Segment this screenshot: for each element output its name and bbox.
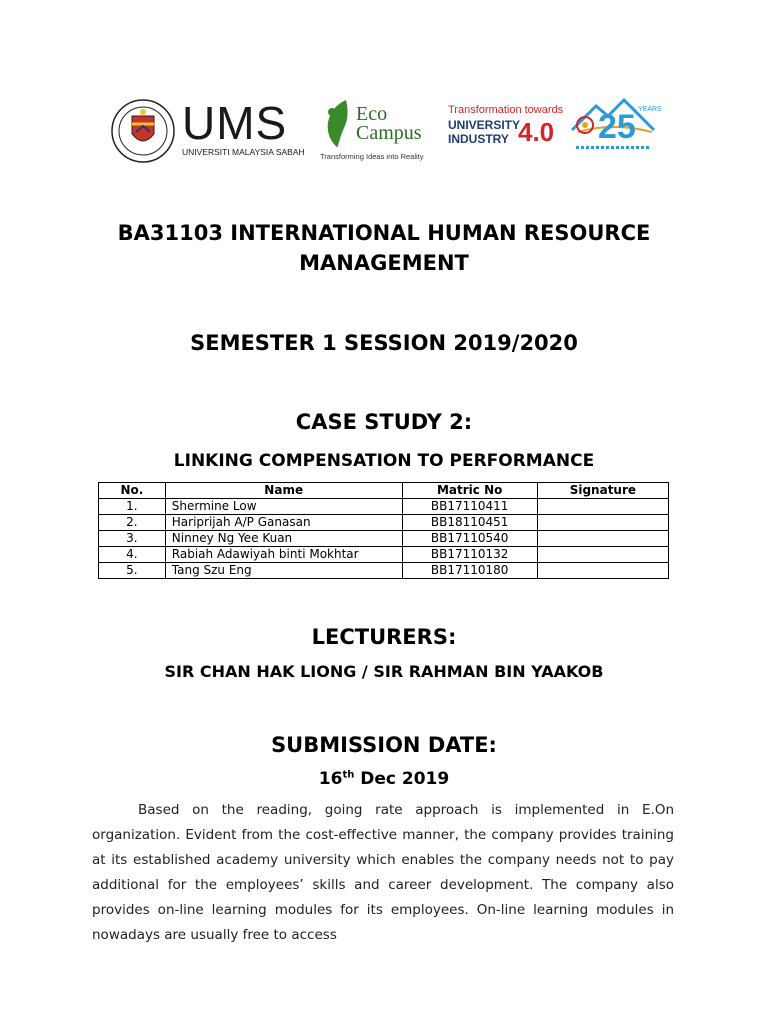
- submission-day-suffix: th: [342, 769, 355, 781]
- eco-campus-tagline: Transforming Ideas into Reality: [320, 152, 424, 161]
- university-industry-logo: [448, 104, 564, 154]
- row-name: Ninney Ng Yee Kuan: [165, 531, 402, 547]
- body-paragraph: [92, 798, 674, 948]
- row-name: Tang Szu Eng: [165, 563, 402, 579]
- version-badge: 4.0: [518, 117, 555, 147]
- ums-text: UMS: [182, 97, 288, 149]
- campus-text: Campus: [356, 122, 422, 144]
- table-header-row: [99, 483, 669, 499]
- anniversary-number: 25: [598, 108, 636, 146]
- ums-wordmark: [182, 97, 305, 158]
- submission-heading: SUBMISSION DATE:: [271, 733, 497, 757]
- row-matric: BB18110451: [402, 515, 537, 531]
- university-line: UNIVERSITY: [448, 118, 521, 132]
- row-signature: [537, 499, 668, 515]
- table-row: [99, 531, 669, 547]
- eco-campus-logo: [316, 96, 438, 166]
- row-matric: BB17110132: [402, 547, 537, 563]
- transformation-line: Transformation towards: [448, 104, 564, 116]
- lecturers-heading: LECTURERS:: [311, 625, 457, 649]
- ums-crest-logo: [110, 98, 176, 164]
- members-table: [98, 482, 669, 579]
- table-row: [99, 499, 669, 515]
- submission-month-year: Dec 2019: [360, 769, 450, 789]
- submission-date: [0, 768, 768, 790]
- anniversary-label: YEARS: [638, 106, 662, 113]
- leaf-person-icon: [318, 98, 358, 150]
- row-no: 2.: [99, 515, 166, 531]
- body-paragraph-text: Based on the reading, going rate approach is implemented in E.On organization. Evident from the cost-effective manner, the company provides training at its established academy university which enables the company needs not to pay additional for the employees’ skills and career development. The company also provides on-line learning modules for its employees. On-line learning modules in nowadays are usually free to access: [92, 802, 674, 943]
- lecturers-names: SIR CHAN HAK LIONG / SIR RAHMAN BIN YAAKOB: [164, 662, 604, 681]
- row-name: Shermine Low: [165, 499, 402, 515]
- header-signature: Signature: [537, 483, 668, 499]
- header-name: Name: [165, 483, 402, 499]
- case-study-heading: CASE STUDY 2:: [295, 410, 473, 434]
- row-name: Hariprijah A/P Ganasan: [165, 515, 402, 531]
- row-signature: [537, 515, 668, 531]
- row-no: 4.: [99, 547, 166, 563]
- course-title-line1: BA31103 INTERNATIONAL HUMAN RESOURCE: [117, 221, 651, 245]
- row-no: 5.: [99, 563, 166, 579]
- eco-text: Eco: [356, 103, 388, 125]
- semester-heading: SEMESTER 1 SESSION 2019/2020: [190, 331, 578, 355]
- case-study-title: LINKING COMPENSATION TO PERFORMANCE: [173, 451, 595, 471]
- table-row: [99, 515, 669, 531]
- course-title-line2: MANAGEMENT: [299, 251, 469, 275]
- row-signature: [537, 563, 668, 579]
- row-signature: [537, 547, 668, 563]
- row-matric: BB17110411: [402, 499, 537, 515]
- row-name: Rabiah Adawiyah binti Mokhtar: [165, 547, 402, 563]
- table-row: [99, 547, 669, 563]
- row-signature: [537, 531, 668, 547]
- swirl-icon: [574, 114, 596, 136]
- row-no: 3.: [99, 531, 166, 547]
- anniversary-caption-line: [576, 146, 650, 149]
- row-matric: BB17110180: [402, 563, 537, 579]
- industry-line: INDUSTRY: [448, 132, 509, 146]
- ums-subtitle: UNIVERSITI MALAYSIA SABAH: [182, 147, 305, 157]
- anniversary-logo: [568, 96, 662, 166]
- table-row: [99, 563, 669, 579]
- row-no: 1.: [99, 499, 166, 515]
- header-no: No.: [99, 483, 166, 499]
- header-matric: Matric No: [402, 483, 537, 499]
- submission-day: 16: [318, 769, 343, 789]
- row-matric: BB17110540: [402, 531, 537, 547]
- logo-banner: [110, 96, 662, 168]
